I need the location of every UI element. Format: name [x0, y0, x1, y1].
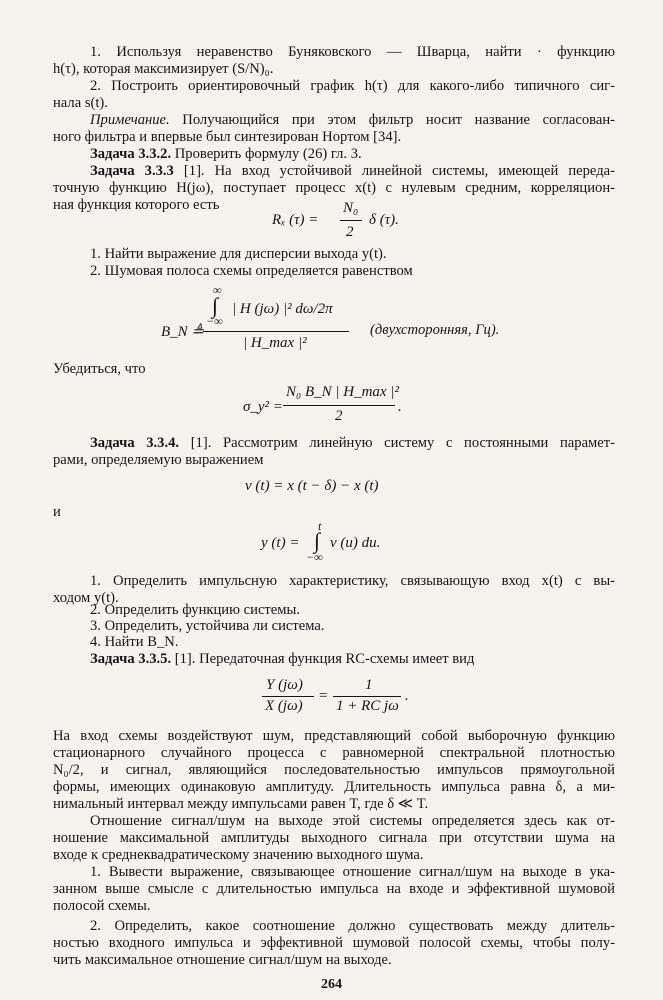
- formula-tf-num1: Y (jω): [266, 677, 303, 693]
- text-line: 1. Используя неравенство Буняковского — Шварца, найти · функцию: [90, 44, 615, 60]
- problem-heading: Задача 3.3.2.: [90, 146, 172, 162]
- formula-y-rhs: v (u) du.: [330, 535, 381, 551]
- text-line: ностью входного импульса и эффективной шумовой полосой схемы, чтобы полу-: [53, 935, 615, 951]
- text-line: [53, 163, 615, 180]
- formula-sigma-num: N₀ B_N | H_max |²: [286, 384, 399, 400]
- text-line: чить максимальное отношение сигнал/шум на выходе.: [53, 952, 392, 968]
- text-line: 4. Найти B_N.: [90, 634, 179, 650]
- text-line: 2. Построить ориентировочный график h(τ) для какого-либо типичного сиг-: [90, 78, 615, 94]
- problem-heading: Задача 3.3.3: [90, 163, 174, 179]
- text-line: входе к среднеквадратическому значению выходного шума.: [53, 847, 424, 863]
- formula-bn-num: | H (jω) |² dω/2π: [232, 301, 333, 317]
- formula-tf-eq: =: [318, 688, 329, 704]
- text-line: [53, 146, 615, 163]
- text-line: h(τ), которая максимизирует (S/N)₀.: [53, 61, 274, 77]
- text-line: [53, 435, 615, 452]
- formula-tf-den2: 1 + RC jω: [336, 698, 399, 714]
- formula-rx-lhs: Rₓ (τ) =: [272, 212, 319, 228]
- formula-tf-num2: 1: [365, 677, 373, 693]
- text-line: нала s(t).: [53, 95, 108, 111]
- problem-heading: Задача 3.3.4.: [90, 435, 180, 451]
- fraction-bar: [283, 405, 395, 406]
- text-line: точную функцию H(jω), поступает процесс x(t) с нулевым средним, корреляцион-: [53, 180, 615, 196]
- text-line: N₀/2, и сигнал, являющийся последовательностью импульсов прямоугольной: [53, 762, 615, 778]
- fraction-bar: [262, 696, 314, 697]
- integral-sign: ∫: [314, 528, 321, 553]
- integral-sign: ∫: [212, 293, 219, 318]
- text-line: ная функция которого есть: [53, 197, 220, 213]
- formula-bn-den: | H_max |²: [243, 335, 307, 351]
- text-line: 2. Определить функцию системы.: [90, 602, 300, 618]
- formula-tf-den1: X (jω): [265, 698, 303, 714]
- formula-tf-end: .: [405, 688, 409, 704]
- fraction-bar: [203, 331, 349, 332]
- fraction-bar: [333, 696, 401, 697]
- problem-text: [1]. На вход устойчивой линейной системы, имеющей переда-: [173, 163, 615, 179]
- text-line: ношение максимальной амплитуды выходного сигнала при отсутствии шума на: [53, 830, 615, 846]
- formula-bn-note: (двухсторонняя, Гц).: [370, 322, 500, 338]
- formula-sigma-end: .: [398, 399, 402, 415]
- formula-y-lower: −∞: [306, 550, 323, 564]
- text-line: стационарного случайного процесса с равномерной спектральной плотностью: [53, 745, 615, 761]
- text-line: Отношение сигнал/шум на выходе этой системы определяется здесь как от-: [90, 813, 615, 829]
- problem-text: Проверить формулу (26) гл. 3.: [171, 146, 362, 162]
- text-line: 1. Вывести выражение, связывающее отношение сигнал/шум на выходе в ука-: [90, 864, 615, 880]
- text-line: [53, 112, 615, 129]
- formula-rx-num: N₀: [343, 200, 359, 216]
- text-line: Убедиться, что: [53, 361, 146, 377]
- formula-sigma-lhs: σ_y² =: [243, 399, 283, 415]
- text-line: и: [53, 504, 61, 520]
- formula-rx-rhs: δ (τ).: [369, 212, 399, 228]
- formula-bn-upper: ∞: [213, 283, 222, 297]
- formula-bn-lower: −∞: [206, 314, 223, 328]
- text-line: полосой схемы.: [53, 898, 151, 914]
- formula-y-lhs: y (t) =: [261, 535, 300, 551]
- note-label: Примечание.: [90, 112, 170, 128]
- text-line: ного фильтра и впервые был синтезирован Нортом [34].: [53, 129, 402, 145]
- text-line: 1. Найти выражение для дисперсии выхода y(t).: [90, 246, 387, 262]
- problem-text: [1]. Передаточная функция RC-схемы имеет вид: [171, 651, 475, 667]
- formula-rx-den: 2: [346, 224, 354, 240]
- text-line: ходом y(t).: [53, 590, 119, 606]
- problem-text: [1]. Рассмотрим линейную систему с постоянными парамет-: [179, 435, 615, 451]
- formula-v: v (t) = x (t − δ) − x (t): [245, 478, 379, 494]
- problem-heading: Задача 3.3.5.: [90, 651, 172, 667]
- formula-bn-lhs: B_N ≜: [161, 324, 204, 340]
- text-line: На вход схемы воздействуют шум, представляющий собой выборочную функцию: [53, 728, 615, 744]
- formula-sigma-den: 2: [335, 408, 343, 424]
- text-line: нимальный интервал между импульсами равен T, где δ ≪ T.: [53, 796, 429, 812]
- text-line: 1. Определить импульсную характеристику, связывающую вход x(t) с вы-: [90, 573, 615, 589]
- text-line: 2. Определить, какое соотношение должно существовать между длитель-: [90, 918, 615, 934]
- formula-y-upper: t: [318, 519, 322, 533]
- text-line: 2. Шумовая полоса схемы определяется равенством: [90, 263, 413, 279]
- text-line: [53, 651, 615, 668]
- text-line: формы, имеющих одинаковую амплитуду. Длительность импульса равна δ, а ми-: [53, 779, 615, 795]
- page-number: 264: [321, 977, 342, 992]
- text-line: рами, определяемую выражением: [53, 452, 264, 468]
- note-text: Получающийся при этом фильтр носит название согласован-: [169, 112, 615, 128]
- text-line: занном выше смысле с длительностью импульса на входе и эффективной шумовой: [53, 881, 615, 897]
- fraction-bar: [340, 220, 362, 221]
- text-line: 3. Определить, устойчива ли система.: [90, 618, 325, 634]
